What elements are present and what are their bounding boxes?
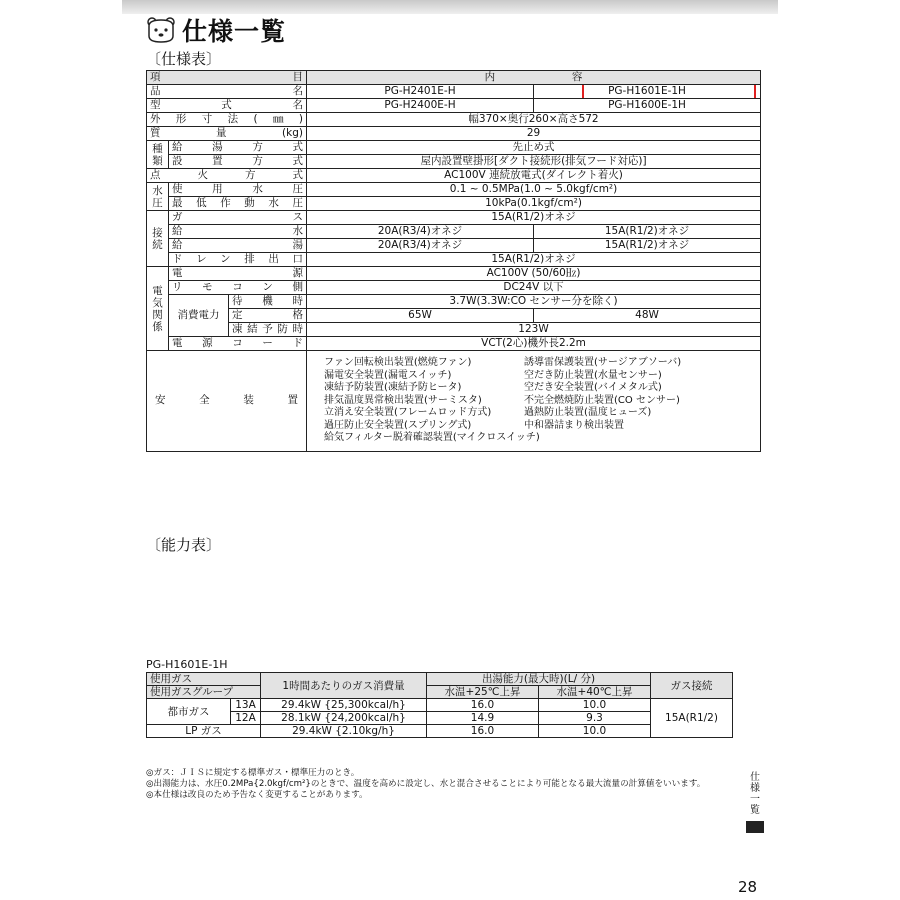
page-number: 28: [738, 878, 758, 896]
cell-value: PG-H1600E-1H: [534, 99, 761, 113]
list-item: 不完全燃焼防止装置(CO センサー): [524, 394, 680, 406]
table-row: [147, 281, 761, 295]
list-item: 立消え安全装置(フレームロッド方式): [324, 407, 492, 418]
header-consumption: 1時間あたりのガス消費量: [261, 673, 427, 699]
table-row: [147, 295, 761, 309]
table-row: [147, 337, 761, 351]
table-row: [147, 686, 733, 699]
row-label: 質量(kg): [147, 127, 307, 141]
row-label: 電源コード: [169, 337, 307, 351]
cell-value: 15A(R1/2)オネジ: [307, 253, 761, 267]
list-item: 排気温度異常検出装置(サーミスタ): [324, 394, 482, 406]
row-label: 点火方式: [147, 169, 307, 183]
list-item: ファン回転検出装置(燃焼ファン): [324, 357, 472, 368]
cell-value: 幅370×奥行260×高さ572: [307, 113, 761, 127]
consumption-value: 29.4kW {25,300kcal/h}: [261, 699, 427, 712]
row-label: 給湯方式: [169, 141, 307, 155]
side-char: 覧: [750, 805, 760, 816]
list-item: 空だき安全装置(バイメタル式): [524, 382, 662, 393]
out25-value: 14.9: [427, 712, 539, 725]
row-label: 電源: [169, 267, 307, 281]
header-output: 出湯能力(最大時)(L/ 分): [427, 673, 651, 686]
header-connection: ガス接続: [651, 673, 733, 699]
list-item: 凍結予防装置(凍結予防ヒータ): [324, 382, 462, 393]
cell-value: 20A(R3/4)オネジ: [307, 239, 534, 253]
header-content-1: 内: [484, 71, 496, 83]
cell-value: 15A(R1/2)オネジ: [307, 211, 761, 225]
row-label: 安全装置: [147, 351, 307, 452]
gas-group: LP ガス: [147, 725, 261, 738]
category-label: 水圧: [147, 183, 169, 211]
row-label: 最低作動水圧: [169, 197, 307, 211]
table-row: [147, 712, 733, 725]
row-label: 定格: [229, 309, 307, 323]
cell-value: 48W: [534, 309, 761, 323]
side-tab-marker: [746, 821, 764, 833]
category-label: 電気関係: [147, 267, 169, 351]
cell-value: PG-H1601E-1H: [608, 85, 686, 97]
cell-value: PG-H2400E-H: [307, 99, 534, 113]
table-row: [147, 253, 761, 267]
header-gas-type: 使用ガス: [147, 673, 261, 686]
cell-value: 屋内設置壁掛形[ダクト接続形(排気フード対応)]: [307, 155, 761, 169]
table-row: [147, 85, 761, 99]
table-row: [147, 351, 761, 452]
out25-value: 16.0: [427, 699, 539, 712]
header-out40: 水温+40℃上昇: [539, 686, 651, 699]
list-item: 漏電安全装置(漏電スイッチ): [324, 369, 452, 381]
header-gas-group: 使用ガスグループ: [147, 686, 261, 699]
gas-group: 12A: [231, 712, 261, 725]
city-gas-label: 都市ガス: [147, 699, 231, 725]
table-row: [147, 169, 761, 183]
table-row: [147, 673, 733, 686]
row-label: リモコン側: [169, 281, 307, 295]
capacity-table: [146, 672, 733, 738]
out40-value: 10.0: [539, 699, 651, 712]
page-header: [146, 12, 286, 48]
cell-value: PG-H2401E-H: [307, 85, 534, 99]
safety-device-list: [310, 351, 757, 451]
list-item: 給気フィルター脱着確認装置(マイクロスイッチ): [324, 432, 540, 443]
row-label: ドレン排出口: [169, 253, 307, 267]
highlighted-product-cell: [534, 85, 761, 99]
row-label: 凍結予防時: [229, 323, 307, 337]
side-char: 様: [750, 783, 760, 794]
table-row: [147, 309, 761, 323]
row-label: 外形寸法(㎜): [147, 113, 307, 127]
cell-value: 3.7W(3.3W:CO センサー分を除く): [307, 295, 761, 309]
table-row: [147, 155, 761, 169]
footnote: ◎出湯能力は、水圧0.2MPa{2.0kgf/cm²}のときで、温度を高めに設定し、水と混合させることにより可能となる最大流量の計算値をいいます。: [146, 779, 706, 789]
footnotes: [146, 768, 705, 801]
list-item: 過熱防止装置(温度ヒューズ): [524, 407, 652, 418]
table-row: [147, 323, 761, 337]
consumption-value: 29.4kW {2.10kg/h}: [261, 725, 427, 738]
side-char: 仕: [750, 772, 760, 783]
connection-value: 15A(R1/2): [651, 699, 733, 738]
row-label: 消費電力: [169, 295, 229, 337]
list-item: 誘導雷保護装置(サージアブソーバ): [524, 357, 682, 368]
list-item: 空だき防止装置(水量センサー): [524, 369, 662, 381]
cell-value: 10kPa(0.1kgf/cm²): [307, 197, 761, 211]
capacity-section-heading: 〔能力表〕: [146, 536, 222, 554]
table-row: [147, 183, 761, 197]
table-row: [147, 225, 761, 239]
out25-value: 16.0: [427, 725, 539, 738]
table-row: [147, 197, 761, 211]
cell-value: 0.1 ~ 0.5MPa(1.0 ~ 5.0kgf/cm²): [307, 183, 761, 197]
side-char: 一: [750, 794, 760, 805]
row-label: 給湯: [169, 239, 307, 253]
cell-value: 123W: [307, 323, 761, 337]
spec-section-heading: 〔仕様表〕: [146, 50, 222, 68]
footnote: ◎本仕様は改良のため予告なく変更することがあります。: [146, 790, 368, 800]
cell-value: 先止め式: [307, 141, 761, 155]
list-item: 過圧防止安全装置(スプリング式): [324, 419, 472, 431]
row-label: ガス: [169, 211, 307, 225]
table-row: [147, 725, 733, 738]
cell-value: VCT(2心)機外長2.2m: [307, 337, 761, 351]
out40-value: 9.3: [539, 712, 651, 725]
footnote: ◎ガス：ＪＩＳに規定する標準ガス・標準圧力のとき。: [146, 768, 360, 778]
table-row: [147, 267, 761, 281]
cell-value: AC100V 連続放電式(ダイレクト着火): [307, 169, 761, 183]
highlight-box: [582, 85, 756, 99]
cell-value: 15A(R1/2)オネジ: [534, 239, 761, 253]
cell-value: 20A(R3/4)オネジ: [307, 225, 534, 239]
header-out25: 水温+25℃上昇: [427, 686, 539, 699]
safety-devices-cell: [307, 351, 761, 452]
cell-value: 15A(R1/2)オネジ: [534, 225, 761, 239]
row-label: 型式名: [147, 99, 307, 113]
category-label: 種類: [147, 141, 169, 169]
cell-value: DC24V 以下: [307, 281, 761, 295]
table-row: [147, 127, 761, 141]
header-item-1: 項: [150, 71, 161, 83]
header-item-2: 目: [292, 71, 304, 83]
row-label: 使用水圧: [169, 183, 307, 197]
out40-value: 10.0: [539, 725, 651, 738]
table-row: [147, 71, 761, 85]
table-row: [147, 141, 761, 155]
cell-value: 29: [307, 127, 761, 141]
consumption-value: 28.1kW {24,200kcal/h}: [261, 712, 427, 725]
row-label: 待機時: [229, 295, 307, 309]
table-row: [147, 113, 761, 127]
table-row: [147, 699, 733, 712]
spec-table: [146, 70, 761, 452]
table-row: [147, 211, 761, 225]
gas-group: 13A: [231, 699, 261, 712]
side-section-label: [747, 772, 763, 816]
row-label: 設置方式: [169, 155, 307, 169]
table-row: [147, 99, 761, 113]
cell-value: AC100V (50/60㎐): [307, 267, 761, 281]
category-label: 接続: [147, 211, 169, 267]
row-label: 品名: [147, 85, 307, 99]
row-label: 給水: [169, 225, 307, 239]
page-title: 仕様一覧: [182, 17, 287, 46]
header-content-2: 容: [571, 71, 583, 83]
capacity-model-label: PG-H1601E-1H: [146, 658, 228, 671]
bear-mascot-icon: [146, 16, 176, 44]
table-row: [147, 239, 761, 253]
cell-value: 65W: [307, 309, 534, 323]
list-item: 中和器詰まり検出装置: [524, 419, 625, 431]
